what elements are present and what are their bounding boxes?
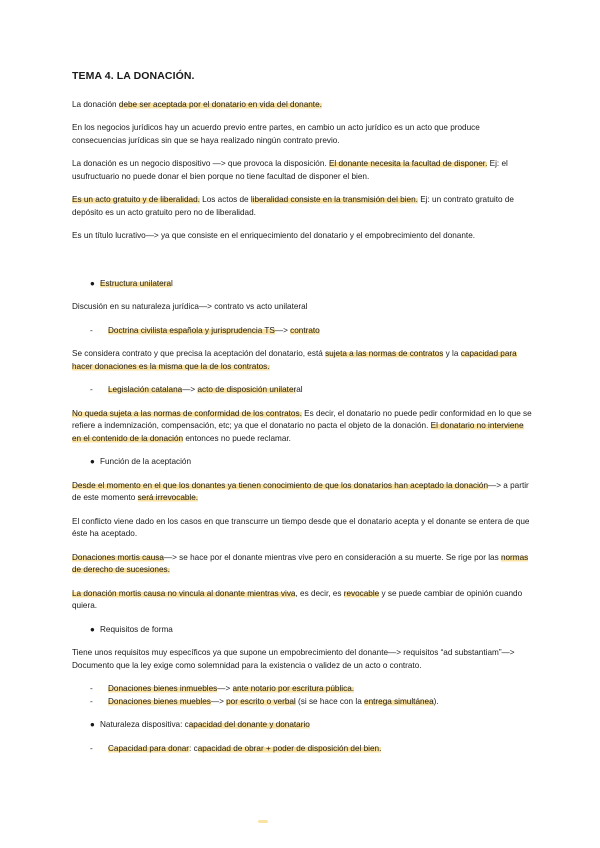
highlight: Donaciones bienes inmuebles (108, 684, 218, 693)
dash-list (72, 743, 532, 756)
paragraph-gratuito (72, 194, 532, 219)
paragraph-aceptacion (72, 99, 532, 112)
highlight: Es un acto gratuito y de liberalidad. (72, 195, 200, 204)
text: entonces no puede reclamar. (183, 433, 291, 443)
text: —> se hace por el donante mientras vive pero en consideración a su muerte. Se rige por las (163, 552, 501, 562)
text: Ej: el usufructuario no puede donar el bien porque no tiene facultad de disponer el bien. (72, 159, 508, 181)
highlight: acto de disposición unilater (197, 385, 297, 394)
bullet-funcion (72, 456, 532, 469)
highlight: contrato (290, 325, 320, 335)
paragraph-discusion: Discusión en su naturaleza jurídica—> contrato vs acto unilateral (72, 302, 308, 311)
dash-icon: - (90, 385, 93, 394)
text: ). (433, 696, 439, 706)
bullet-icon: ● (90, 278, 95, 288)
bullet-icon: ● (90, 624, 95, 634)
spacer (72, 254, 532, 278)
text: : c (189, 743, 198, 753)
highlight: normas de derecho de sucesiones. (72, 552, 529, 574)
highlight: Desde el momento en el que los donantes ya tienen conocimiento de que los donatarios han aceptado la donación (72, 480, 489, 490)
highlight: El donante necesita la facultad de disponer. (328, 159, 488, 168)
highlight: El donatario no interviene en el contenido de la donación (72, 421, 524, 443)
dash-item-inmuebles (72, 683, 532, 696)
highlight: Donaciones mortis causa (72, 552, 164, 562)
page-title: TEMA 4. LA DONACIÓN. (72, 70, 195, 82)
text: (si se hace con la (295, 696, 365, 706)
dash-icon: - (90, 743, 93, 753)
text: al (296, 385, 303, 394)
highlight: ante notario por escritura pública. (232, 684, 355, 693)
text: Los actos de (199, 195, 251, 204)
highlight: La donación mortis causa no vincula al donante mientras viva (72, 588, 296, 598)
paragraph-mortis-causa (72, 552, 532, 577)
text: Es decir, el donatario no puede pedir conformidad en lo que se refiere a indemnización, compensación, etc; ya que el donatario no pacta el objeto de la donación. (72, 408, 532, 430)
text: La donación es un negocio dispositivo —> que provoca la disposición. (72, 159, 329, 168)
text: y se puede cambiar de opinión cuando quiera. (72, 588, 523, 610)
highlight: revocable (343, 588, 380, 598)
bullet-naturaleza (72, 719, 532, 732)
dash-list (72, 325, 532, 338)
bullet-icon: ● (90, 720, 95, 729)
highlight-mark (258, 820, 268, 823)
text: y la (443, 349, 461, 358)
highlight: será irrevocable. (137, 493, 199, 502)
paragraph-irrevocable (72, 480, 532, 505)
text: —> (210, 696, 227, 706)
text: , es decir, es (295, 588, 344, 598)
text: l (171, 278, 173, 288)
bullet-icon: ● (90, 457, 95, 466)
highlight: Legislación catalana (108, 385, 183, 394)
dash-list (72, 384, 532, 397)
highlight: entrega simultánea (364, 696, 434, 706)
highlight: apacidad de obrar + poder de disposición del bien. (197, 743, 382, 753)
bullet-estructura (72, 278, 532, 291)
dash-item-catalana (72, 384, 532, 397)
text: Ej: un contrato gratuito de depósito es un acto gratuito pero no de liberalidad. (72, 195, 514, 217)
text: Función de la aceptación (100, 457, 192, 466)
paragraph-conflicto: El conflicto viene dado en los casos en que transcurre un tiempo desde que el donatario acepta y el donante se entera de que éste ha aceptado. (72, 516, 530, 538)
text: —> a partir de este momento (72, 480, 529, 502)
text: —> (217, 684, 233, 693)
paragraph-lucrativo: Es un título lucrativo—> ya que consiste en el enriquecimiento del donatario y el empobrecimiento del donante. (72, 231, 476, 240)
text: —> (182, 385, 198, 394)
bullet-requisitos (72, 624, 532, 637)
text: Requisitos de forma (100, 624, 173, 634)
dash-item-capacidad (72, 743, 532, 756)
dash-icon: - (90, 325, 93, 335)
document-page (72, 70, 532, 766)
text: —> (274, 325, 291, 335)
paragraph-ad-substantiam: Tiene unos requisitos muy específicos ya que supone un empobrecimiento del donante—> requisitos “ad substantiam”—> Documento que la ley exige como solemnidad para la existencia o validez de un acto o contrato. (72, 648, 515, 670)
highlight: capacidad para hacer donaciones es la misma que la de los contratos. (72, 349, 517, 371)
highlight: No queda sujeta a las normas de conformidad de los contratos. (72, 408, 302, 418)
paragraph-negocios: En los negocios jurídicos hay un acuerdo previo entre partes, en cambio un acto jurídico es un acto que produce consecuencias jurídicas sin que se haya realizado ningún contrato previo. (72, 123, 480, 145)
dash-item-doctrina (72, 325, 532, 338)
dash-icon: - (90, 696, 93, 706)
paragraph-conformidad (72, 408, 532, 446)
paragraph-contrato (72, 348, 532, 373)
highlight: Donaciones bienes muebles (108, 696, 211, 706)
highlight: liberalidad consiste en la transmisión del bien. (250, 195, 418, 204)
highlight: Doctrina civilista española y jurisprudencia TS (108, 325, 275, 335)
paragraph-revocable (72, 588, 532, 613)
text: Naturaleza dispositiva: c (100, 720, 189, 729)
text: Se considera contrato y que precisa la aceptación del donatario, está (72, 349, 326, 358)
highlight: Capacidad para donar (108, 743, 190, 753)
highlight: apacidad del donante y donatario (188, 720, 310, 729)
paragraph-dispositivo (72, 158, 532, 183)
dash-icon: - (90, 684, 93, 693)
highlight: Estructura unilatera (100, 278, 171, 288)
dash-list (72, 683, 532, 708)
highlight: sujeta a las normas de contratos (325, 349, 444, 358)
highlight: debe ser aceptada por el donatario en vida del donante. (118, 99, 322, 109)
text: La donación (72, 99, 119, 109)
dash-item-muebles (72, 696, 532, 709)
highlight: por escrito o verbal (226, 696, 296, 706)
